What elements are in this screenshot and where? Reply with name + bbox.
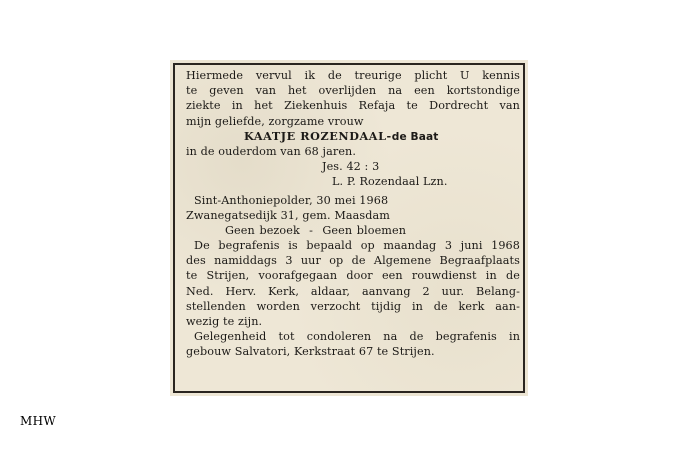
funeral-line: wezig te zijn. [186, 315, 263, 328]
newspaper-clipping [170, 60, 528, 396]
intro-line: mijn geliefde, zorgzame vrouw [186, 114, 364, 128]
deceased-name-bold: KAATJE ROZENDAAL- [244, 128, 392, 143]
credit-label: MHW [20, 414, 56, 428]
intro-line: ziekte in het Ziekenhuis Refaja te Dordrecht van [186, 99, 520, 113]
condolence-line: Gelegenheid tot condoleren na de begrafenis in [194, 330, 520, 344]
funeral-line: des namiddags 3 uur op de Algemene Begraafplaats [186, 254, 520, 268]
funeral-line: Ned. Herv. Kerk, aldaar, aanvang 2 uur. Belang- [186, 284, 520, 298]
no-visits-notice: Geen bezoek - Geen bloemen [225, 223, 407, 237]
place-date: Sint-Anthoniepolder, 30 mei 1968 [194, 193, 389, 207]
funeral-line: stellenden worden verzocht tijdig in de kerk aan- [186, 299, 520, 313]
condolence-line: gebouw Salvatori, Kerkstraat 67 te Strijen. [186, 345, 435, 359]
funeral-line: De begrafenis is bepaald op maandag 3 juni 1968 [194, 239, 520, 253]
address: Zwanegatsedijk 31, gem. Maasdam [186, 208, 391, 222]
intro-line: Hiermede vervul ik de treurige plicht U kennis [186, 69, 520, 82]
signer-name: L. P. Rozendaal Lzn. [332, 175, 448, 189]
death-notice [180, 68, 520, 360]
deceased-name [180, 129, 520, 144]
funeral-line: te Strijen, voorafgegaan door een rouwdienst in de [186, 269, 520, 283]
deceased-name-rest: de Baat [391, 130, 439, 143]
bible-verse: Jes. 42 : 3 [322, 160, 380, 174]
age-line: in de ouderdom van 68 jaren. [186, 144, 357, 158]
intro-line: te geven van het overlijden na een kortstondige [186, 84, 520, 98]
